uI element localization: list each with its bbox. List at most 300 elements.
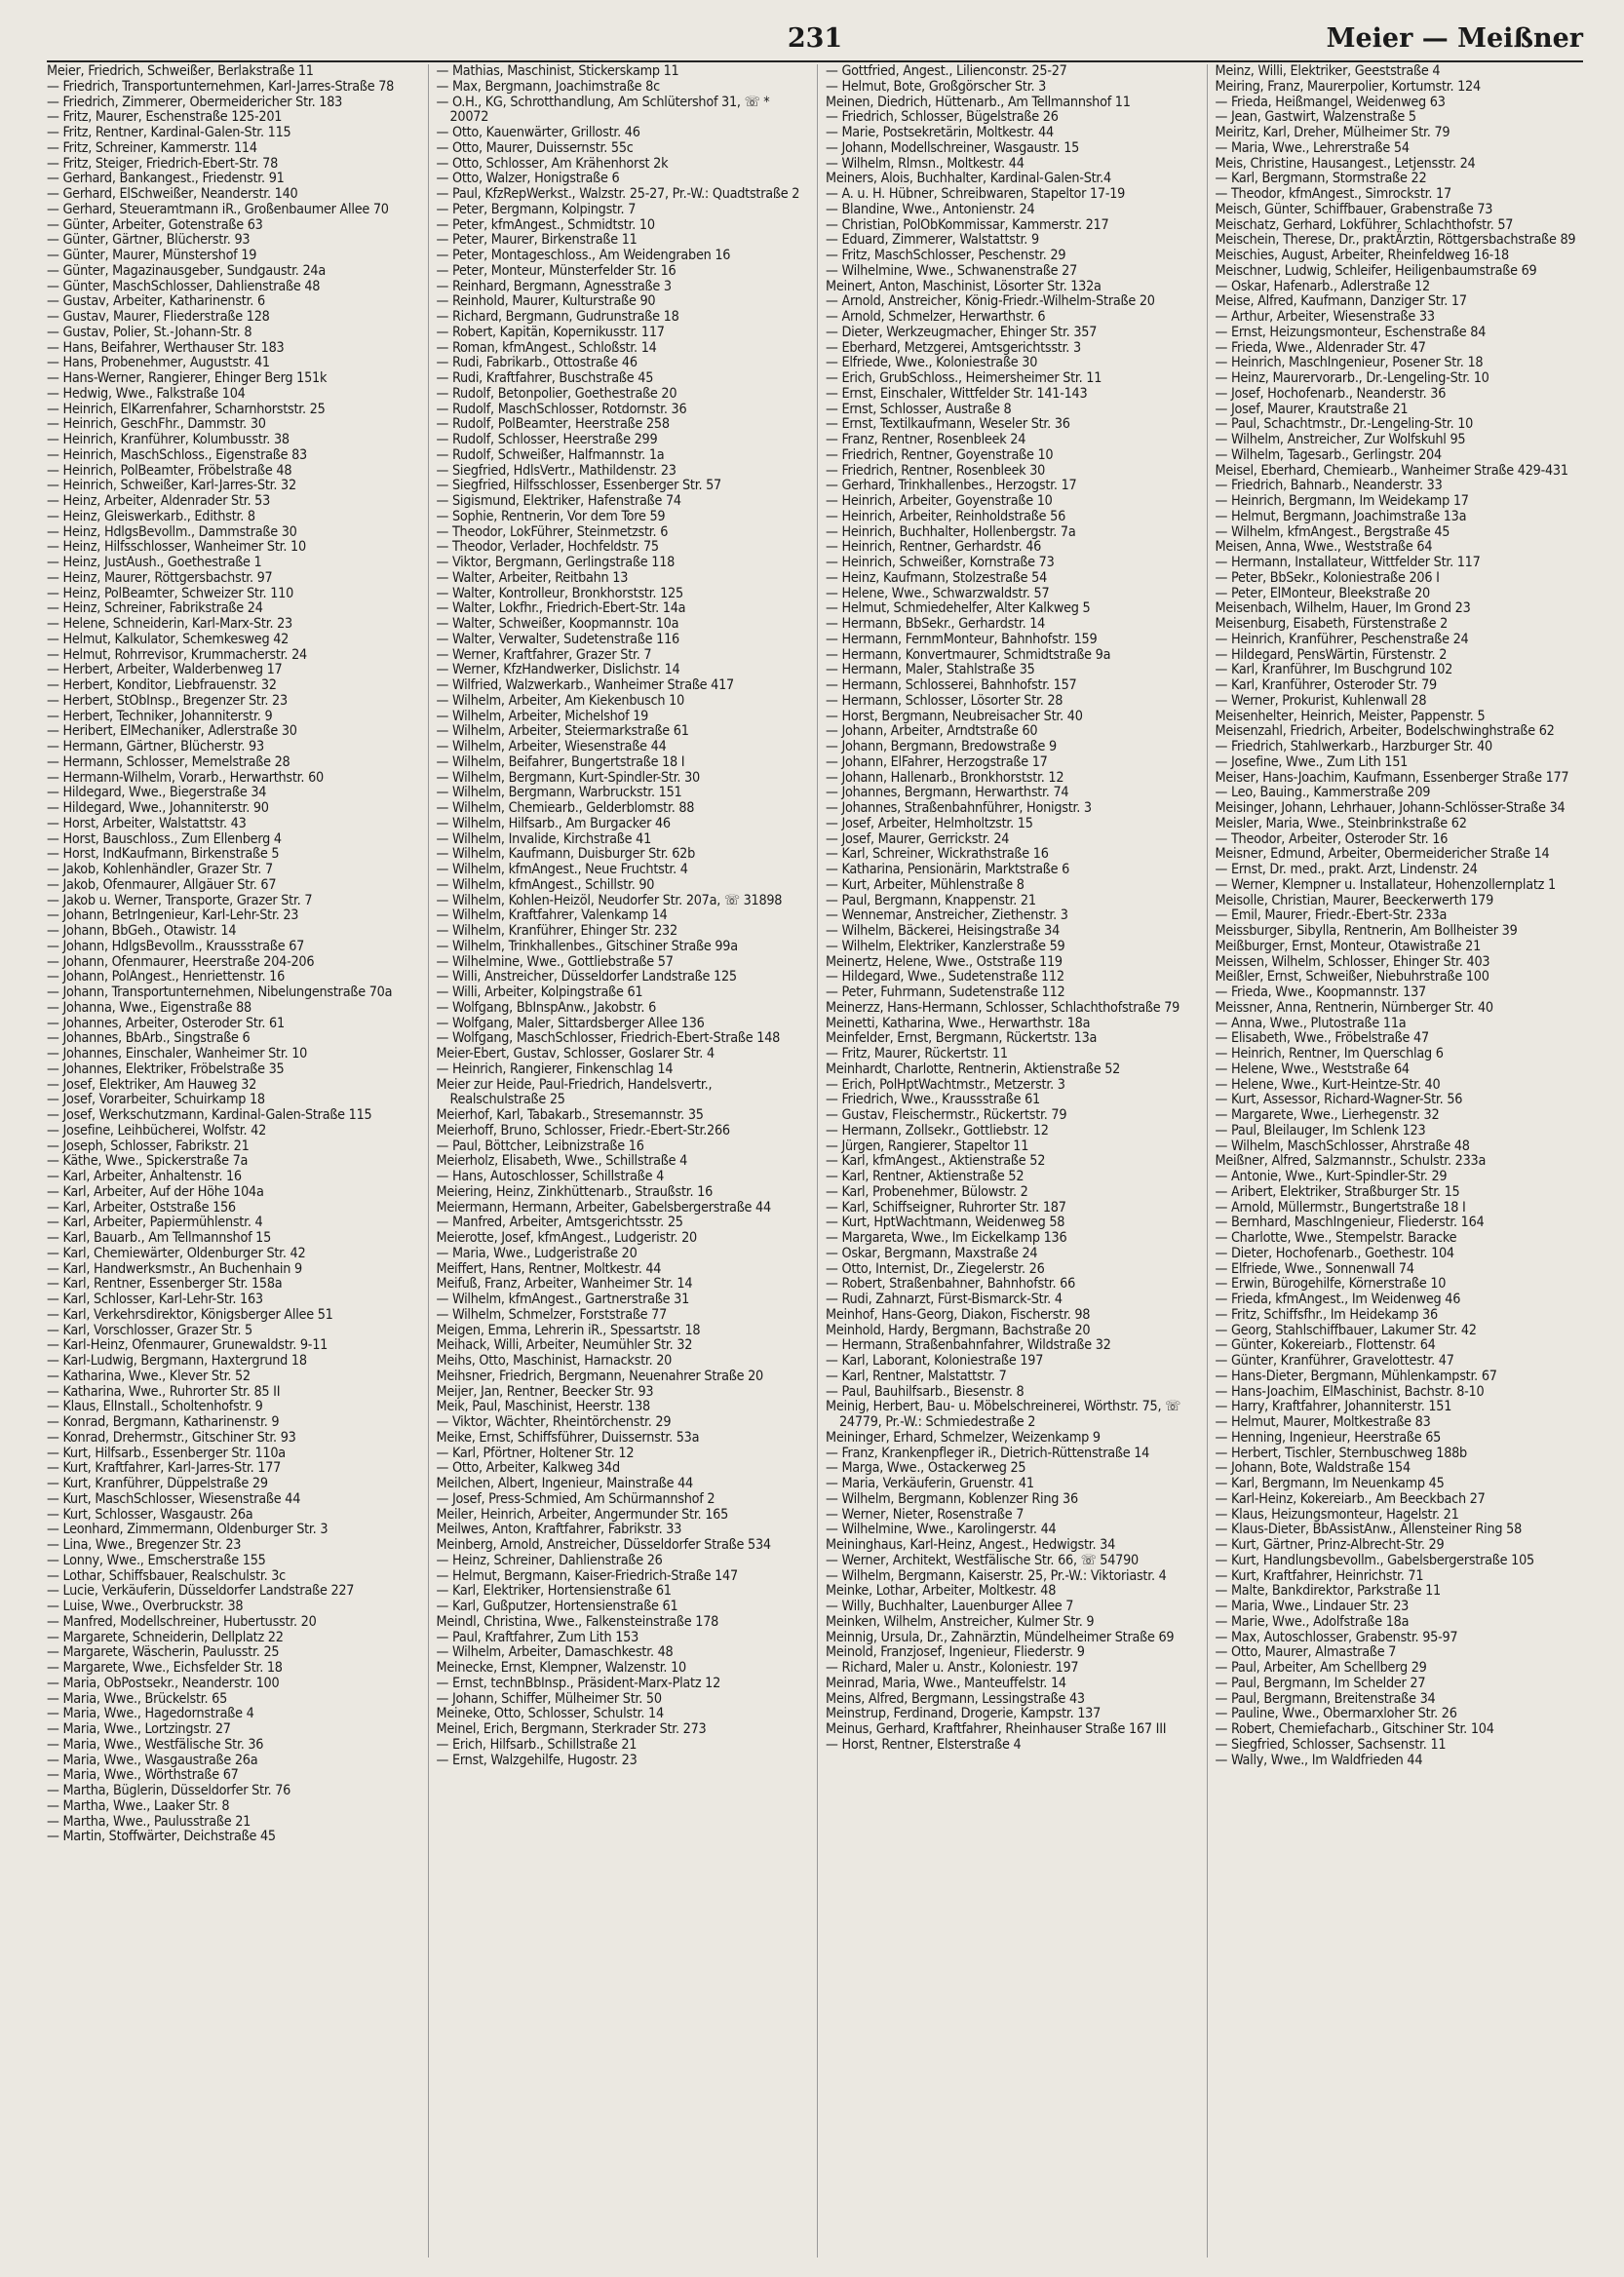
directory-entry: — Peter, kfmAngest., Schmidtstr. 10 xyxy=(436,216,655,233)
directory-entry: Meiler, Heinrich, Arbeiter, Angermunder Str. 165 xyxy=(436,1506,729,1523)
directory-entry: — Otto, Walzer, Honigstraße 6 xyxy=(436,171,620,187)
directory-entry: — Georg, Stahlschiffbauer, Lakumer Str. 42 xyxy=(1215,1322,1477,1338)
directory-entry: — Heinz, Maurervorarb., Dr.-Lengeling-Str. 10 xyxy=(1215,370,1489,386)
directory-entry: Meissburger, Sibylla, Rentnerin, Am Bollheister 39 xyxy=(1215,923,1518,939)
directory-entry: — Hermann-Wilhelm, Vorarb., Herwarthstr. 60 xyxy=(47,769,324,786)
directory-entry: — Arnold, Schmelzer, Herwarthstr. 6 xyxy=(826,309,1046,325)
directory-entry: — Paul, Kraftfahrer, Zum Lith 153 xyxy=(436,1629,639,1645)
directory-entry: — Wilhelm, Anstreicher, Zur Wolfskuhl 95 xyxy=(1215,432,1466,447)
directory-entry: — Karl, Arbeiter, Anhaltenstr. 16 xyxy=(47,1169,242,1184)
directory-entry: — Heinz, HdlgsBevollm., Dammstraße 30 xyxy=(47,523,297,540)
directory-entry: — Pauline, Wwe., Obermarxloher Str. 26 xyxy=(1215,1706,1457,1722)
directory-entry: — Karl, Vorschlosser, Grazer Str. 5 xyxy=(47,1322,252,1338)
directory-entry: — Maria, ObPostsekr., Neanderstr. 100 xyxy=(47,1675,280,1691)
directory-entry: — Hans, Beifahrer, Werthauser Str. 183 xyxy=(47,339,285,356)
directory-entry: — Robert, Kapitän, Kopernikusstr. 117 xyxy=(436,324,665,340)
directory-entry: — Wolfgang, BbInspAnw., Jakobstr. 6 xyxy=(436,999,657,1016)
directory-entry: — Hermann, Schlosserei, Bahnhofstr. 157 xyxy=(826,677,1077,693)
directory-entry: — Fritz, Maurer, Rückertstr. 11 xyxy=(826,1046,1008,1061)
directory-entry: — Heinrich, Rentner, Im Querschlag 6 xyxy=(1215,1046,1444,1061)
directory-entry: — Heinrich, MaschSchloss., Eigenstraße 83 xyxy=(47,446,307,463)
directory-entry: — Peter, Maurer, Birkenstraße 11 xyxy=(436,232,638,249)
directory-entry: — Heinrich, PolBeamter, Fröbelstraße 48 xyxy=(47,462,292,479)
directory-entry: — Theodor, LokFührer, Steinmetzstr. 6 xyxy=(436,523,669,540)
directory-entry: Meisenbach, Wilhelm, Hauer, Im Grond 23 xyxy=(1215,600,1471,617)
directory-entry: — Kurt, Hilfsarb., Essenberger Str. 110a xyxy=(47,1445,286,1461)
directory-entry: — Maria, Wwe., Hagedornstraße 4 xyxy=(47,1706,254,1722)
directory-entry: — Maria, Verkäuferin, Gruenstr. 41 xyxy=(826,1476,1034,1491)
directory-entry: Meihack, Willi, Arbeiter, Neumühler Str. 32 xyxy=(436,1337,693,1354)
directory-entry: — Günter, Magazinausgeber, Sundgaustr. 24a xyxy=(47,262,326,279)
directory-entry: — Hans-Dieter, Bergmann, Mühlenkampstr. 67 xyxy=(1215,1368,1497,1384)
directory-entry: — Günter, Gärtner, Blücherstr. 93 xyxy=(47,232,251,249)
directory-entry: Meilwes, Anton, Kraftfahrer, Fabrikstr. 33 xyxy=(436,1522,682,1538)
directory-entry: — Karl, Elektriker, Hortensienstraße 61 xyxy=(436,1583,672,1600)
directory-entry: — Johann, Ofenmaurer, Heerstraße 204-206 xyxy=(47,953,315,970)
directory-entry: — Martha, Wwe., Laaker Str. 8 xyxy=(47,1797,230,1814)
directory-entry: — Walter, Kontrolleur, Bronkhorststr. 125 xyxy=(436,585,683,601)
directory-entry: — Ernst, technBbInsp., Präsident-Marx-Platz 12 xyxy=(436,1675,721,1691)
directory-entry: — Manfred, Modellschreiner, Hubertusstr. 20 xyxy=(47,1613,317,1630)
directory-entry: — Viktor, Wächter, Rheintörchenstr. 29 xyxy=(436,1414,672,1430)
directory-entry: — Elfriede, Wwe., Koloniestraße 30 xyxy=(826,355,1038,371)
directory-entry: — Jürgen, Rangierer, Stapeltor 11 xyxy=(826,1138,1029,1154)
directory-entry: — Karl, Arbeiter, Oststraße 156 xyxy=(47,1199,236,1216)
directory-entry: Meinhof, Hans-Georg, Diakon, Fischerstr. 98 xyxy=(826,1306,1091,1323)
directory-entry: — Karl, Probenehmer, Bülowstr. 2 xyxy=(826,1183,1028,1200)
directory-entry: — Werner, Klempner u. Installateur, Hohenzollernplatz 1 xyxy=(1215,876,1556,893)
directory-entry: — Heinz, JustAush., Goethestraße 1 xyxy=(47,555,262,570)
directory-entry: Meisel, Eberhard, Chemiearb., Wanheimer Straße 429-431 xyxy=(1215,462,1568,479)
directory-entry: Meierotte, Josef, kfmAngest., Ludgeristr. 20 xyxy=(436,1230,697,1246)
directory-entry: Meissen, Wilhelm, Schlosser, Ehinger Str. 403 xyxy=(1215,953,1490,970)
directory-entry: Meischies, August, Arbeiter, Rheinfeldweg 16-18 xyxy=(1215,248,1509,263)
directory-entry: — Peter, Bergmann, Kolpingstr. 7 xyxy=(436,201,637,217)
directory-entry: — Wilhelm, kfmAngest., Gartnerstraße 31 xyxy=(436,1292,690,1307)
directory-entry: — Jakob u. Werner, Transporte, Grazer Str. 7 xyxy=(47,892,313,908)
directory-entry: Meinold, Franzjosef, Ingenieur, Fliederstr. 9 xyxy=(826,1644,1085,1661)
directory-entry: Meisolle, Christian, Maurer, Beeckerwerth 179 xyxy=(1215,892,1494,908)
directory-entry: Meinz, Willi, Elektriker, Geeststraße 4 xyxy=(1215,64,1441,79)
directory-entry: — Rudolf, Schlosser, Heerstraße 299 xyxy=(436,432,658,447)
directory-entry: — Fritz, Schreiner, Kammerstr. 114 xyxy=(47,139,257,156)
directory-entry: — Wilhelm, Kraftfahrer, Valenkamp 14 xyxy=(436,907,668,924)
directory-entry: — Heinrich, Kranführer, Peschenstraße 24 xyxy=(1215,631,1469,647)
directory-entry: — Erich, PolHptWachtmstr., Metzerstr. 3 xyxy=(826,1076,1065,1093)
directory-entry: — Martha, Wwe., Paulusstraße 21 xyxy=(47,1813,251,1830)
directory-entry: — Hermann, Zollsekr., Gottliebstr. 12 xyxy=(826,1122,1049,1138)
directory-entry: — Maria, Wwe., Lehrerstraße 54 xyxy=(1215,139,1410,156)
directory-entry: — Karl, Kranführer, Osteroder Str. 79 xyxy=(1215,677,1437,693)
directory-entry: — Elfriede, Wwe., Sonnenwall 74 xyxy=(1215,1260,1414,1277)
directory-entry: — Johanna, Wwe., Eigenstraße 88 xyxy=(47,999,251,1016)
directory-entry: — Josef, Hochofenarb., Neanderstr. 36 xyxy=(1215,385,1447,402)
directory-entry: — Johann, Transportunternehmen, Nibelungenstraße 70a xyxy=(47,984,393,1000)
directory-entry: Meierholz, Elisabeth, Wwe., Schillstraße 4 xyxy=(436,1153,688,1170)
directory-entry: — Wilhelm, Invalide, Kirchstraße 41 xyxy=(436,830,652,847)
directory-entry: — Paul, Bergmann, Knappenstr. 21 xyxy=(826,892,1036,908)
directory-entry: — Sigismund, Elektriker, Hafenstraße 74 xyxy=(436,493,681,509)
directory-entry: — Friedrich, Bahnarb., Neanderstr. 33 xyxy=(1215,478,1443,494)
directory-entry: — Robert, Chemiefacharb., Gitschiner Str. 104 xyxy=(1215,1721,1494,1737)
directory-entry: — Franz, Krankenpfleger iR., Dietrich-Rüttenstraße 14 xyxy=(826,1445,1150,1461)
directory-entry: — Wilhelm, Arbeiter, Wiesenstraße 44 xyxy=(436,739,667,754)
directory-entry: — Johannes, Bergmann, Herwarthstr. 74 xyxy=(826,785,1069,801)
directory-entry: — Wilhelm, Chemiearb., Gelderblomstr. 88 xyxy=(436,800,695,816)
directory-entry: — Käthe, Wwe., Spickerstraße 7a xyxy=(47,1153,249,1170)
directory-entry: — Marie, Postsekretärin, Moltkestr. 44 xyxy=(826,125,1054,140)
directory-entry: — Mathias, Maschinist, Stickerskamp 11 xyxy=(436,64,679,79)
directory-entry: Meisinger, Johann, Lehrhauer, Johann-Schlösser-Straße 34 xyxy=(1215,800,1566,816)
directory-entry: — Gerhard, Trinkhallenbes., Herzogstr. 17 xyxy=(826,478,1077,494)
directory-entry: — Karl-Heinz, Kokereiarb., Am Beeckbach 27 xyxy=(1215,1490,1486,1507)
directory-entry: Meisenburg, Eisabeth, Fürstenstraße 2 xyxy=(1215,616,1449,632)
directory-entry: — Joseph, Schlosser, Fabrikstr. 21 xyxy=(47,1138,250,1154)
directory-entry: — Siegfried, Schlosser, Sachsenstr. 11 xyxy=(1215,1736,1447,1753)
directory-entry: — Max, Autoschlosser, Grabenstr. 95-97 xyxy=(1215,1629,1458,1645)
directory-entry: — Hans, Autoschlosser, Schillstraße 4 xyxy=(436,1169,665,1184)
directory-entry: — Otto, Maurer, Almastraße 7 xyxy=(1215,1644,1397,1661)
directory-entry: Meinhold, Hardy, Bergmann, Bachstraße 20 xyxy=(826,1322,1091,1338)
directory-entry: — Lothar, Schiffsbauer, Realschulstr. 3c xyxy=(47,1567,286,1584)
directory-entry: — Willy, Buchhalter, Lauenburger Allee 7 xyxy=(826,1599,1074,1614)
directory-entry: — Richard, Bergmann, Gudrunstraße 18 xyxy=(436,309,679,325)
directory-entry: Meischatz, Gerhard, Lokführer, Schlachthofstr. 57 xyxy=(1215,216,1514,233)
directory-entry: — Josef, Werkschutzmann, Kardinal-Galen-Straße 115 xyxy=(47,1107,372,1123)
directory-entry: — Otto, Internist, Dr., Ziegelerstr. 26 xyxy=(826,1260,1045,1277)
directory-entry: — Fritz, Maurer, Eschenstraße 125-201 xyxy=(47,109,283,126)
directory-entry: — Walter, Lokfhr., Friedrich-Ebert-Str. 14a xyxy=(436,600,686,617)
directory-entry: — Frieda, Heißmangel, Weidenweg 63 xyxy=(1215,94,1446,110)
directory-entry: — Wilhelm, Kohlen-Heizöl, Neudorfer Str. 207a, ☏ 31898 xyxy=(436,892,783,908)
directory-entry: — Hermann, Straßenbahnfahrer, Wildstraße 32 xyxy=(826,1337,1111,1354)
directory-entry: — Arnold, Anstreicher, König-Friedr.-Wilhelm-Straße 20 xyxy=(826,293,1155,310)
directory-entry: Meisler, Maria, Wwe., Steinbrinkstraße 62 xyxy=(1215,815,1467,831)
directory-entry: — Wilhelm, Beifahrer, Bungertstraße 18 I xyxy=(436,753,685,770)
directory-entry: — Karl, Chemiewärter, Oldenburger Str. 42 xyxy=(47,1245,306,1261)
directory-entry: — Ernst, Einschaler, Wittfelder Str. 141-143 xyxy=(826,385,1088,402)
directory-entry: — Rudolf, PolBeamter, Heerstraße 258 xyxy=(436,416,670,433)
directory-entry: — Gerhard, ElSchweißer, Neanderstr. 140 xyxy=(47,186,298,202)
directory-entry: — Johannes, BbArb., Singstraße 6 xyxy=(47,1030,251,1047)
directory-entry: — Friedrich, Rentner, Goyenstraße 10 xyxy=(826,446,1054,463)
directory-entry: — Walter, Arbeiter, Reitbahn 13 xyxy=(436,569,629,586)
directory-entry: — Kurt, Kraftfahrer, Karl-Jarres-Str. 177 xyxy=(47,1460,282,1477)
directory-entry: Meierhof, Karl, Tabakarb., Stresemannstr. 35 xyxy=(436,1107,704,1123)
directory-entry: — Hermann, Schlosser, Lösorter Str. 28 xyxy=(826,692,1063,709)
directory-entry: — Wennemar, Anstreicher, Ziethenstr. 3 xyxy=(826,907,1068,924)
directory-entry: — Paul, Arbeiter, Am Schellberg 29 xyxy=(1215,1660,1427,1676)
directory-entry: — Horst, Bauschloss., Zum Ellenberg 4 xyxy=(47,830,282,847)
directory-entry: — Max, Bergmann, Joachimstraße 8c xyxy=(436,78,660,95)
directory-entry: — Johann, Hallenarb., Bronkhorststr. 12 xyxy=(826,769,1064,786)
directory-entry: — Jean, Gastwirt, Walzenstraße 5 xyxy=(1215,109,1416,126)
directory-entry: — Johann, PolAngest., Henriettenstr. 16 xyxy=(47,969,285,985)
directory-entry: — Erwin, Bürogehilfe, Körnerstraße 10 xyxy=(1215,1276,1447,1293)
directory-entry: Meininger, Erhard, Schmelzer, Weizenkamp 9 xyxy=(826,1429,1101,1446)
directory-entry: — Lina, Wwe., Bregenzer Str. 23 xyxy=(47,1537,242,1553)
directory-entry: Meierhoff, Bruno, Schlosser, Friedr.-Ebert-Str.266 xyxy=(436,1122,730,1138)
directory-entry: — Johann, Schiffer, Mülheimer Str. 50 xyxy=(436,1690,662,1707)
directory-entry: — Wilhelm, Tagesarb., Gerlingstr. 204 xyxy=(1215,446,1442,463)
directory-entry: — Josef, Maurer, Gerrickstr. 24 xyxy=(826,830,1010,847)
directory-entry: — Erich, GrubSchloss., Heimersheimer Str. 11 xyxy=(826,370,1102,386)
directory-entry: — Maria, Wwe., Wasgaustraße 26a xyxy=(47,1752,258,1768)
directory-entry: — Maria, Wwe., Brückelstr. 65 xyxy=(47,1690,228,1707)
directory-entry: — Karl, Laborant, Koloniestraße 197 xyxy=(826,1353,1044,1369)
directory-entry: — Anna, Wwe., Plutostraße 11a xyxy=(1215,1015,1407,1031)
column-4 xyxy=(1207,64,1584,2258)
directory-entry: — Johann, Bote, Waldstraße 154 xyxy=(1215,1460,1411,1477)
directory-entry: — Hedwig, Wwe., Falkstraße 104 xyxy=(47,385,246,402)
directory-entry: — Kurt, Handlungsbevollm., Gabelsbergerstraße 105 xyxy=(1215,1552,1534,1568)
page-number: 231 xyxy=(787,23,843,54)
directory-entry: — Karl, Bauarb., Am Tellmannshof 15 xyxy=(47,1230,272,1246)
directory-entry: — Konrad, Drehermstr., Gitschiner Str. 93 xyxy=(47,1429,296,1446)
directory-entry: — Gottfried, Angest., Lilienconstr. 25-27 xyxy=(826,64,1067,79)
directory-entry: Meißburger, Ernst, Monteur, Otawistraße 21 xyxy=(1215,938,1482,954)
directory-entry: Meinetti, Katharina, Wwe., Herwarthstr. 18a xyxy=(826,1015,1091,1031)
directory-entry: — Wilhelm, Arbeiter, Am Kiekenbusch 10 xyxy=(436,692,685,709)
directory-entry: — Peter, Montageschloss., Am Weidengraben 16 xyxy=(436,248,731,263)
directory-entry: Meisen, Anna, Wwe., Weststraße 64 xyxy=(1215,539,1433,556)
directory-entry: — Eberhard, Metzgerei, Amtsgerichtsstr. 3 xyxy=(826,339,1081,356)
directory-entry: — Heinrich, Schweißer, Kornstraße 73 xyxy=(826,555,1055,570)
directory-entry: Meiritz, Karl, Dreher, Mülheimer Str. 79 xyxy=(1215,125,1450,140)
directory-entry: — Hildegard, PensWärtin, Fürstenstr. 2 xyxy=(1215,646,1448,663)
directory-entry: — Frieda, Wwe., Aldenrader Str. 47 xyxy=(1215,339,1426,356)
directory-entry: — Jakob, Kohlenhändler, Grazer Str. 7 xyxy=(47,862,273,877)
directory-entry: — Wilhelm, Kaufmann, Duisburger Str. 62b xyxy=(436,846,695,863)
directory-entry: — Günter, MaschSchlosser, Dahlienstraße 48 xyxy=(47,278,321,294)
directory-entry: — Peter, Fuhrmann, Sudetenstraße 112 xyxy=(826,984,1065,1000)
directory-entry: — Dieter, Werkzeugmacher, Ehinger Str. 357 xyxy=(826,324,1098,340)
directory-entry: — Hermann, Schlosser, Memelstraße 28 xyxy=(47,753,290,770)
directory-entry: Meinus, Gerhard, Kraftfahrer, Rheinhauser Straße 167 III xyxy=(826,1721,1167,1737)
directory-entry: — Karl, Arbeiter, Papiermühlenstr. 4 xyxy=(47,1215,263,1231)
directory-entry: — Gustav, Fleischermstr., Rückertstr. 79 xyxy=(826,1107,1067,1123)
directory-entry: Meinken, Wilhelm, Anstreicher, Kulmer Str. 9 xyxy=(826,1613,1095,1630)
directory-entry: — Christian, PolObKommissar, Kammerstr. 217 xyxy=(826,216,1109,233)
directory-entry: — Peter, BbSekr., Koloniestraße 206 I xyxy=(1215,569,1440,586)
directory-entry: — Malte, Bankdirektor, Parkstraße 11 xyxy=(1215,1583,1441,1600)
directory-entry: Meisenhelter, Heinrich, Meister, Pappenstr. 5 xyxy=(1215,708,1486,724)
column-1 xyxy=(47,64,415,2258)
directory-entry: — Hildegard, Wwe., Sudetenstraße 112 xyxy=(826,969,1064,985)
directory-entry: — Friedrich, Transportunternehmen, Karl-Jarres-Straße 78 xyxy=(47,78,395,95)
directory-entry: Meinke, Lothar, Arbeiter, Moltkestr. 48 xyxy=(826,1583,1057,1600)
directory-entry: — Wilhelm, Hilfsarb., Am Burgacker 46 xyxy=(436,815,671,831)
directory-entry: — Maria, Wwe., Lindauer Str. 23 xyxy=(1215,1599,1410,1614)
directory-entry: — Heinrich, Arbeiter, Goyenstraße 10 xyxy=(826,493,1053,509)
directory-entry: Meissner, Anna, Rentnerin, Nürnberger Str. 40 xyxy=(1215,999,1493,1016)
directory-entry: — Walter, Verwalter, Sudetenstraße 116 xyxy=(436,631,679,647)
directory-entry: — Wilhelm, kfmAngest., Neue Fruchtstr. 4 xyxy=(436,862,688,877)
directory-entry: — Franz, Rentner, Rosenbleek 24 xyxy=(826,432,1026,447)
directory-entry: — Herbert, Konditor, Liebfrauenstr. 32 xyxy=(47,677,277,693)
directory-entry: — Hermann, Gärtner, Blücherstr. 93 xyxy=(47,739,264,754)
directory-entry: — Heinrich, Schweißer, Karl-Jarres-Str. 32 xyxy=(47,478,296,494)
directory-entry: — Friedrich, Stahlwerkarb., Harzburger Str. 40 xyxy=(1215,739,1492,754)
directory-entry: Meischein, Therese, Dr., praktÄrztin, Röttgersbachstraße 89 xyxy=(1215,232,1576,249)
directory-entry: — Josef, Press-Schmied, Am Schürmannshof 2 xyxy=(436,1490,715,1507)
directory-entry: — Karl, Bergmann, Im Neuenkamp 45 xyxy=(1215,1476,1445,1491)
directory-entry: — Wilhelm, Kranführer, Ehinger Str. 232 xyxy=(436,923,677,939)
directory-entry: — Marie, Wwe., Adolfstraße 18a xyxy=(1215,1613,1410,1630)
directory-entry: — Helene, Wwe., Schwarzwaldstr. 57 xyxy=(826,585,1050,601)
directory-entry: — Karl-Ludwig, Bergmann, Haxtergrund 18 xyxy=(47,1353,307,1369)
directory-entry: — Wilhelm, Schmelzer, Forststraße 77 xyxy=(436,1306,668,1323)
directory-entry: — Wilhelm, Bergmann, Kurt-Spindler-Str. 30 xyxy=(436,769,700,786)
directory-entry: — Blandine, Wwe., Antonienstr. 24 xyxy=(826,201,1035,217)
directory-entry: Meiser, Hans-Joachim, Kaufmann, Essenberger Straße 177 xyxy=(1215,769,1569,786)
directory-entry: — Oskar, Hafenarb., Adlerstraße 12 xyxy=(1215,278,1430,294)
directory-entry: — Viktor, Bergmann, Gerlingstraße 118 xyxy=(436,555,676,570)
directory-entry: — Peter, ElMonteur, Bleekstraße 20 xyxy=(1215,585,1430,601)
directory-entry: — Wilhelm, Arbeiter, Michelshof 19 xyxy=(436,708,649,724)
directory-entry: — Otto, Maurer, Duissernstr. 55c xyxy=(436,139,634,156)
directory-entry: — Johann, Modellschreiner, Wasgaustr. 15 xyxy=(826,139,1080,156)
directory-entry: Meihsner, Friedrich, Bergmann, Neuenahrer Straße 20 xyxy=(436,1368,763,1384)
directory-entry: — Heinrich, MaschIngenieur, Posener Str. 18 xyxy=(1215,355,1484,371)
directory-entry: — Roman, kfmAngest., Schloßstr. 14 xyxy=(436,339,657,356)
directory-entry: — Kurt, Gärtner, Prinz-Albrecht-Str. 29 xyxy=(1215,1537,1445,1553)
directory-entry: Meinnig, Ursula, Dr., Zahnärztin, Mündelheimer Straße 69 xyxy=(826,1629,1175,1645)
directory-entry: — Heinrich, Rentner, Gerhardstr. 46 xyxy=(826,539,1042,556)
directory-entry: — Josef, Elektriker, Am Hauweg 32 xyxy=(47,1076,257,1093)
directory-entry: — Wilhelmine, Wwe., Karolingerstr. 44 xyxy=(826,1522,1057,1538)
directory-entry: — Helene, Schneiderin, Karl-Marx-Str. 23 xyxy=(47,616,292,632)
directory-entry: — Gerhard, Bankangest., Friedenstr. 91 xyxy=(47,171,285,187)
directory-entry: — Heinrich, ElKarrenfahrer, Scharnhorststr. 25 xyxy=(47,401,326,417)
directory-entry: — Gustav, Polier, St.-Johann-Str. 8 xyxy=(47,324,252,340)
directory-entry: — O.H., KG, Schrotthandlung, Am Schlütershof 31, ☏ * 20072 xyxy=(436,94,770,126)
directory-entry: — Horst, Rentner, Elsterstraße 4 xyxy=(826,1736,1022,1753)
directory-entry: — Wilhelm, kfmAngest., Schillstr. 90 xyxy=(436,876,655,893)
directory-entry: Meifuß, Franz, Arbeiter, Wanheimer Str. 14 xyxy=(436,1276,693,1293)
directory-entry: — Bernhard, MaschIngenieur, Fliederstr. 164 xyxy=(1215,1215,1485,1231)
directory-entry: — Günter, Maurer, Münstershof 19 xyxy=(47,248,257,263)
directory-entry: Meihs, Otto, Maschinist, Harnackstr. 20 xyxy=(436,1353,673,1369)
directory-entry: — Friedrich, Wwe., Kraussstraße 61 xyxy=(826,1092,1040,1108)
directory-columns xyxy=(47,64,1583,2258)
directory-entry: — Hildegard, Wwe., Biegerstraße 34 xyxy=(47,785,267,801)
directory-entry: — Emil, Maurer, Friedr.-Ebert-Str. 233a xyxy=(1215,907,1448,924)
directory-entry: Meinberg, Arnold, Anstreicher, Düsseldorfer Straße 534 xyxy=(436,1537,771,1553)
directory-entry: — Karl, Gußputzer, Hortensienstraße 61 xyxy=(436,1599,678,1614)
directory-entry: — Johann, BetrIngenieur, Karl-Lehr-Str. 23 xyxy=(47,907,299,924)
directory-entry: — Paul, Böttcher, Leibnizstraße 16 xyxy=(436,1138,644,1154)
directory-entry: — Leonhard, Zimmermann, Oldenburger Str. 3 xyxy=(47,1522,329,1538)
directory-entry: Meinertz, Helene, Wwe., Oststraße 119 xyxy=(826,953,1063,970)
directory-entry: — Josef, Maurer, Krautstraße 21 xyxy=(1215,401,1409,417)
directory-entry: — Friedrich, Zimmerer, Obermeidericher Str. 183 xyxy=(47,94,343,110)
directory-entry: Meiners, Alois, Buchhalter, Kardinal-Galen-Str.4 xyxy=(826,171,1111,187)
directory-entry: — Ernst, Schlosser, Austraße 8 xyxy=(826,401,1012,417)
directory-entry: Meier zur Heide, Paul-Friedrich, Handelsvertr., Realschulstraße 25 xyxy=(436,1076,713,1108)
directory-entry: — Herbert, Techniker, Johanniterstr. 9 xyxy=(47,708,273,724)
directory-entry: — Karl, Rentner, Aktienstraße 52 xyxy=(826,1169,1025,1184)
directory-entry: — Oskar, Bergmann, Maxstraße 24 xyxy=(826,1245,1038,1261)
directory-entry: — Gustav, Maurer, Fliederstraße 128 xyxy=(47,309,270,325)
directory-entry: — Rudi, Fabrikarb., Ottostraße 46 xyxy=(436,355,638,371)
directory-entry: — Johann, Bergmann, Bredowstraße 9 xyxy=(826,739,1057,754)
directory-entry: — Helmut, Maurer, Moltkestraße 83 xyxy=(1215,1414,1431,1430)
directory-entry: — Wilhelm, Bergmann, Koblenzer Ring 36 xyxy=(826,1490,1078,1507)
directory-entry: Meisner, Edmund, Arbeiter, Obermeidericher Straße 14 xyxy=(1215,846,1550,863)
directory-entry: — Rudolf, MaschSchlosser, Rotdornstr. 36 xyxy=(436,401,687,417)
page-header xyxy=(47,19,1583,62)
directory-entry: — Horst, IndKaufmann, Birkenstraße 5 xyxy=(47,846,280,863)
directory-entry: — Reinhold, Maurer, Kulturstraße 90 xyxy=(436,293,656,310)
directory-entry: — Karl, Schlosser, Karl-Lehr-Str. 163 xyxy=(47,1292,263,1307)
directory-entry: — Helmut, Bote, Großgörscher Str. 3 xyxy=(826,78,1047,95)
directory-entry: — Helmut, Bergmann, Joachimstraße 13a xyxy=(1215,508,1467,524)
directory-entry: Meisenzahl, Friedrich, Arbeiter, Bodelschwinghstraße 62 xyxy=(1215,723,1555,740)
directory-entry: — Siegfried, HdlsVertr., Mathildenstr. 23 xyxy=(436,462,677,479)
directory-entry: — Reinhard, Bergmann, Agnesstraße 3 xyxy=(436,278,672,294)
directory-entry: — Robert, Straßenbahner, Bahnhofstr. 66 xyxy=(826,1276,1076,1293)
directory-entry: — Heinrich, Rangierer, Finkenschlag 14 xyxy=(436,1061,674,1077)
directory-entry: — Heinz, Schreiner, Dahlienstraße 26 xyxy=(436,1552,663,1568)
directory-entry: Meike, Ernst, Schiffsführer, Duissernstr. 53a xyxy=(436,1429,700,1446)
directory-entry: — Karl, Arbeiter, Auf der Höhe 104a xyxy=(47,1183,264,1200)
directory-entry: — Eduard, Zimmerer, Walstattstr. 9 xyxy=(826,232,1039,249)
directory-entry: — Margarete, Wwe., Eichsfelder Str. 18 xyxy=(47,1660,283,1676)
directory-entry: — Herbert, Tischler, Sternbuschweg 188b xyxy=(1215,1445,1467,1461)
directory-entry: — Karl-Heinz, Ofenmaurer, Grunewaldstr. 9-11 xyxy=(47,1337,329,1354)
directory-entry: Meindl, Christina, Wwe., Falkensteinstraße 178 xyxy=(436,1613,719,1630)
directory-entry: — Ernst, Heizungsmonteur, Eschenstraße 84 xyxy=(1215,324,1487,340)
directory-entry: — Kurt, Schlosser, Wasgaustr. 26a xyxy=(47,1506,253,1523)
directory-entry: — Wilhelm, Elektriker, Kanzlerstraße 59 xyxy=(826,938,1065,954)
directory-entry: Meischner, Ludwig, Schleifer, Heiligenbaumstraße 69 xyxy=(1215,262,1537,279)
directory-entry: — Johann, ElFahrer, Herzogstraße 17 xyxy=(826,753,1048,770)
directory-entry: — Rudolf, Schweißer, Halfmannstr. 1a xyxy=(436,446,665,463)
directory-entry: — Heinrich, GeschFhr., Dammstr. 30 xyxy=(47,416,266,433)
directory-entry: — Willi, Anstreicher, Düsseldorfer Landstraße 125 xyxy=(436,969,737,985)
directory-entry: Meise, Alfred, Kaufmann, Danziger Str. 17 xyxy=(1215,293,1467,310)
directory-entry: — Karl, Schreiner, Wickrathstraße 16 xyxy=(826,846,1049,863)
directory-entry: — Johannes, Einschaler, Wanheimer Str. 10 xyxy=(47,1046,308,1061)
directory-entry: — Otto, Schlosser, Am Krähenhorst 2k xyxy=(436,155,669,172)
directory-entry: — Kurt, Arbeiter, Mühlenstraße 8 xyxy=(826,876,1025,893)
directory-entry: — Frieda, kfmAngest., Im Weidenweg 46 xyxy=(1215,1292,1461,1307)
directory-entry: Meiring, Franz, Maurerpolier, Kortumstr. 124 xyxy=(1215,78,1481,95)
directory-entry: — Helene, Wwe., Kurt-Heintze-Str. 40 xyxy=(1215,1076,1441,1093)
directory-entry: Meis, Christine, Hausangest., Letjensstr. 24 xyxy=(1215,155,1476,172)
directory-entry: — Klaus-Dieter, BbAssistAnw., Allensteiner Ring 58 xyxy=(1215,1522,1523,1538)
directory-entry: — Maria, Wwe., Wörthstraße 67 xyxy=(47,1767,239,1784)
directory-entry: — Kurt, Kraftfahrer, Heinrichstr. 71 xyxy=(1215,1567,1424,1584)
directory-entry: — Fritz, Schiffsfhr., Im Heidekamp 36 xyxy=(1215,1306,1438,1323)
directory-entry: — Lonny, Wwe., Emscherstraße 155 xyxy=(47,1552,266,1568)
directory-entry: — Hermann, Maler, Stahlstraße 35 xyxy=(826,662,1035,678)
directory-entry: Meinstrup, Ferdinand, Drogerie, Kampstr. 137 xyxy=(826,1706,1102,1722)
directory-entry: Meinecke, Ernst, Klempner, Walzenstr. 10 xyxy=(436,1660,686,1676)
directory-entry: — Wilhelm, Bäckerei, Heisingstraße 34 xyxy=(826,923,1060,939)
running-head: Meier — Meißner xyxy=(1326,23,1583,54)
directory-entry: — Johannes, Arbeiter, Osteroder Str. 61 xyxy=(47,1015,285,1031)
directory-entry: — Margarete, Wäscherin, Paulusstr. 25 xyxy=(47,1644,280,1661)
directory-entry: — Wilhelm, Bergmann, Warbruckstr. 151 xyxy=(436,785,682,801)
directory-entry: — Hans-Werner, Rangierer, Ehinger Berg 151k xyxy=(47,370,328,386)
directory-entry: — Walter, Schweißer, Koopmannstr. 10a xyxy=(436,616,679,632)
directory-entry: — Ernst, Textilkaufmann, Weseler Str. 36 xyxy=(826,416,1070,433)
directory-entry: — Theodor, Verlader, Hochfeldstr. 75 xyxy=(436,539,659,556)
directory-entry: — Heinz, Kaufmann, Stolzestraße 54 xyxy=(826,569,1048,586)
directory-entry: — Wilhelm, MaschSchlosser, Ahrstraße 48 xyxy=(1215,1138,1470,1154)
